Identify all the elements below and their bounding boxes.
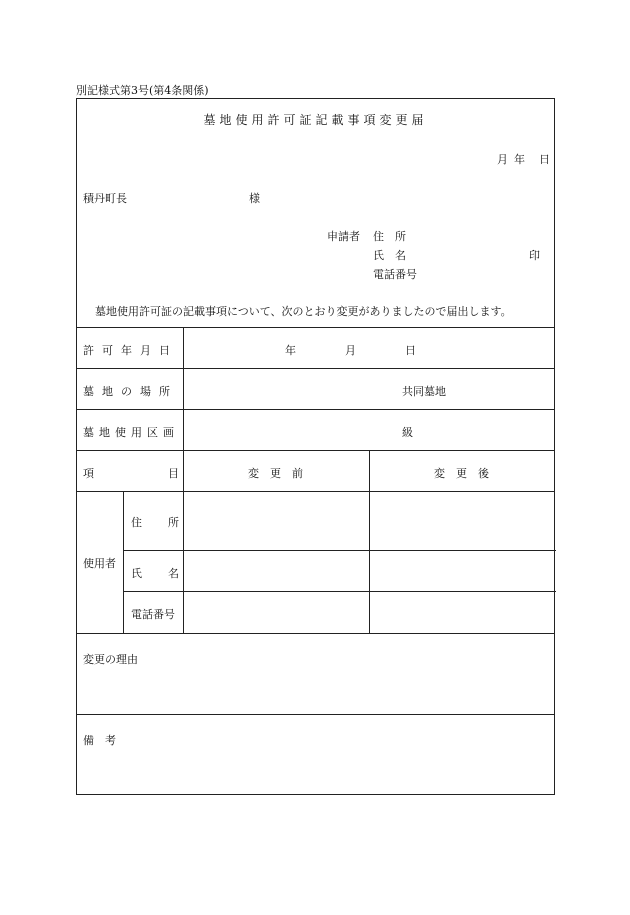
user-name-label-2: 名: [168, 567, 179, 580]
remarks-field[interactable]: [77, 751, 556, 794]
before-header: 変 更 前: [248, 467, 303, 480]
permit-date-field[interactable]: [184, 328, 556, 368]
after-header: 変 更 後: [434, 467, 489, 480]
change-notification-form: [76, 98, 555, 795]
item-header-label-2: 目: [168, 467, 179, 480]
phone-before-field[interactable]: [184, 592, 369, 633]
remarks-label: 備 考: [83, 734, 116, 747]
name-before-field[interactable]: [184, 551, 369, 591]
address-after-field[interactable]: [370, 492, 556, 550]
applicant-label: 申請者: [327, 230, 360, 243]
day-label: 日: [539, 153, 550, 166]
addressee-name: 積丹町長: [83, 192, 127, 205]
location-value: 共同墓地: [402, 385, 446, 398]
section-field[interactable]: [184, 410, 556, 450]
statement-text: 墓地使用許可証の記載事項について、次のとおり変更がありましたので届出します。: [95, 305, 512, 318]
applicant-phone-label: 電話番号: [373, 268, 417, 281]
addressee-honorific: 様: [249, 192, 260, 205]
user-phone-label: 電話番号: [131, 608, 175, 621]
form-title: 墓地使用許可証記載事項変更届: [203, 113, 428, 127]
applicant-phone-field[interactable]: [427, 264, 547, 280]
reason-label: 変更の理由: [83, 653, 138, 666]
submission-month-field[interactable]: [497, 151, 527, 167]
applicant-name-field[interactable]: [417, 245, 522, 261]
applicant-address-field[interactable]: [417, 226, 547, 242]
applicant-address-label: 住 所: [373, 230, 406, 243]
location-field[interactable]: [184, 369, 556, 409]
divider: [77, 714, 554, 715]
name-after-field[interactable]: [370, 551, 556, 591]
month-label: 月: [497, 153, 508, 166]
applicant-name-label: 氏 名: [373, 249, 406, 262]
permit-month-label: 月: [345, 344, 356, 357]
user-address-label-2: 所: [168, 516, 179, 529]
permit-day-label: 日: [405, 344, 416, 357]
column-divider: [123, 491, 124, 633]
year-label: 年: [514, 153, 525, 166]
submission-day-field[interactable]: [539, 151, 555, 167]
address-before-field[interactable]: [184, 492, 369, 550]
divider: [77, 633, 554, 634]
item-header-label-1: 項: [83, 467, 94, 480]
reason-field[interactable]: [77, 669, 556, 713]
seal-mark: 印: [529, 249, 540, 262]
user-name-label-1: 氏: [131, 567, 142, 580]
form-caption: 別記様式第3号(第4条関係): [76, 84, 209, 97]
section-grade-label: 級: [402, 426, 413, 439]
divider: [77, 450, 554, 451]
user-address-label-1: 住: [131, 516, 142, 529]
section-label: 墓地使用区画: [83, 426, 179, 439]
user-group-label: 使用者: [83, 557, 116, 570]
phone-after-field[interactable]: [370, 592, 556, 633]
permit-date-label: 許可年月日: [83, 344, 178, 357]
permit-year-label: 年: [285, 344, 296, 357]
location-label: 墓地の場所: [83, 385, 178, 398]
